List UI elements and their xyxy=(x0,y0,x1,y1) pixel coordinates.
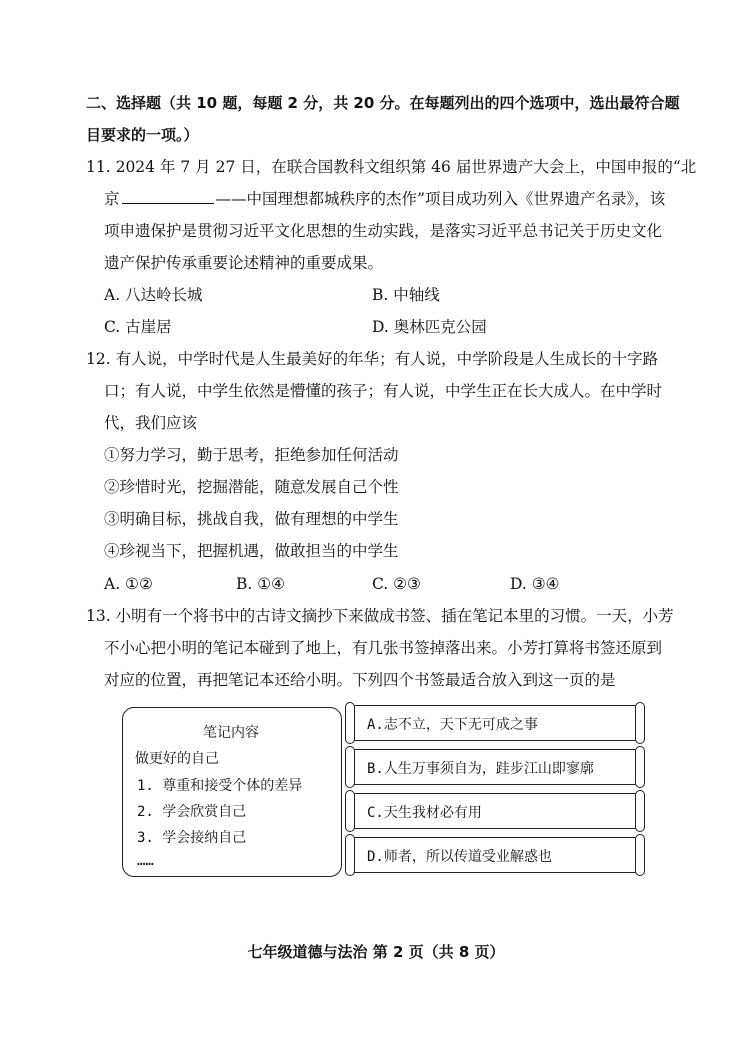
scroll-curl-left xyxy=(345,702,355,744)
answer-blank xyxy=(122,189,214,204)
note-item-3: 3. 学会接纳自己 xyxy=(137,830,247,846)
q11-line2-b: ——中国理想都城秩序的杰作”项目成功列入《世界遗产名录》，该 xyxy=(215,190,666,208)
q11-line3: 项申遗保护是贯彻习近平文化思想的生动实践，是落实习近平总书记关于历史文化 xyxy=(104,222,663,240)
note-item-2: 2. 学会欣赏自己 xyxy=(137,804,247,820)
note-subtitle: 做更好的自己 xyxy=(135,751,219,767)
q11-option-c: C. 古崖居 xyxy=(104,318,172,336)
note-title: 笔记内容 xyxy=(203,725,259,741)
bookmark-c-text: C.天生我材必有用 xyxy=(367,805,482,821)
q11-line2 xyxy=(104,189,665,209)
q12-item-1: ①努力学习，勤于思考，拒绝参加任何活动 xyxy=(104,446,399,464)
q12-item-2: ②珍惜时光，挖掘潜能，随意发展自己个性 xyxy=(104,478,399,496)
bookmark-b xyxy=(352,749,638,785)
scroll-curl-right xyxy=(635,746,645,788)
page-footer: 七年级道德与法治 第 2 页（共 8 页） xyxy=(247,943,505,961)
q12-line2: 口；有人说，中学生依然是懵懂的孩子；有人说，中学生正在长大成人。在中学时 xyxy=(104,382,663,400)
q12-option-c: C. ②③ xyxy=(372,575,421,593)
scroll-curl-left xyxy=(345,746,355,788)
q12-option-d: D. ③④ xyxy=(510,575,560,593)
bookmark-a-text: A.志不立，天下无可成之事 xyxy=(367,717,538,733)
q11-option-d: D. 奥林匹克公园 xyxy=(372,318,487,336)
scroll-curl-right xyxy=(635,790,645,832)
q13-line2: 不小心把小明的笔记本碰到了地上，有几张书签掉落出来。小芳打算将书签还原到 xyxy=(104,639,663,657)
bookmark-c xyxy=(352,793,638,829)
section-heading-line1: 二、选择题（共 10 题，每题 2 分，共 20 分。在每题列出的四个选项中，选出最符合题 xyxy=(86,94,680,112)
bookmark-a xyxy=(352,705,638,741)
scroll-curl-right xyxy=(635,702,645,744)
q12-line3: 代，我们应该 xyxy=(104,414,198,432)
q12-line1: 12. 有人说，中学时代是人生最美好的年华；有人说，中学阶段是人生成长的十字路 xyxy=(86,350,659,368)
q13-line3: 对应的位置，再把笔记本还给小明。下列四个书签最适合放入到这一页的是 xyxy=(104,671,616,689)
bookmark-b-text: B.人生万事须自为，跬步江山即寥廓 xyxy=(367,761,594,777)
note-item-1: 1. 尊重和接受个体的差异 xyxy=(137,778,303,794)
scroll-curl-right xyxy=(635,834,645,876)
note-card xyxy=(122,707,342,877)
q11-line2-a: 京 xyxy=(104,190,120,208)
scroll-curl-left xyxy=(345,834,355,876)
scroll-curl-left xyxy=(345,790,355,832)
bookmark-d-text: D.师者，所以传道受业解惑也 xyxy=(367,849,552,865)
q11-option-a: A. 八达岭长城 xyxy=(104,286,203,304)
q11-line1: 11. 2024 年 7 月 27 日，在联合国教科文组织第 46 届世界遗产大会上，中国申报的“北 xyxy=(86,158,697,176)
bookmark-d xyxy=(352,837,638,873)
q12-option-a: A. ①② xyxy=(104,575,153,593)
note-ellipsis: …… xyxy=(137,853,154,869)
q11-option-b: B. 中轴线 xyxy=(372,286,440,304)
section-heading-line2: 目要求的一项。） xyxy=(86,126,199,144)
q12-item-3: ③明确目标，挑战自我，做有理想的中学生 xyxy=(104,510,399,528)
q12-option-b: B. ①④ xyxy=(236,575,286,593)
q12-item-4: ④珍视当下，把握机遇，做敢担当的中学生 xyxy=(104,542,399,560)
q13-line1: 13. 小明有一个将书中的古诗文摘抄下来做成书签、插在笔记本里的习惯。一天，小芳 xyxy=(86,607,674,625)
q11-line4: 遗产保护传承重要论述精神的重要成果。 xyxy=(104,254,384,272)
